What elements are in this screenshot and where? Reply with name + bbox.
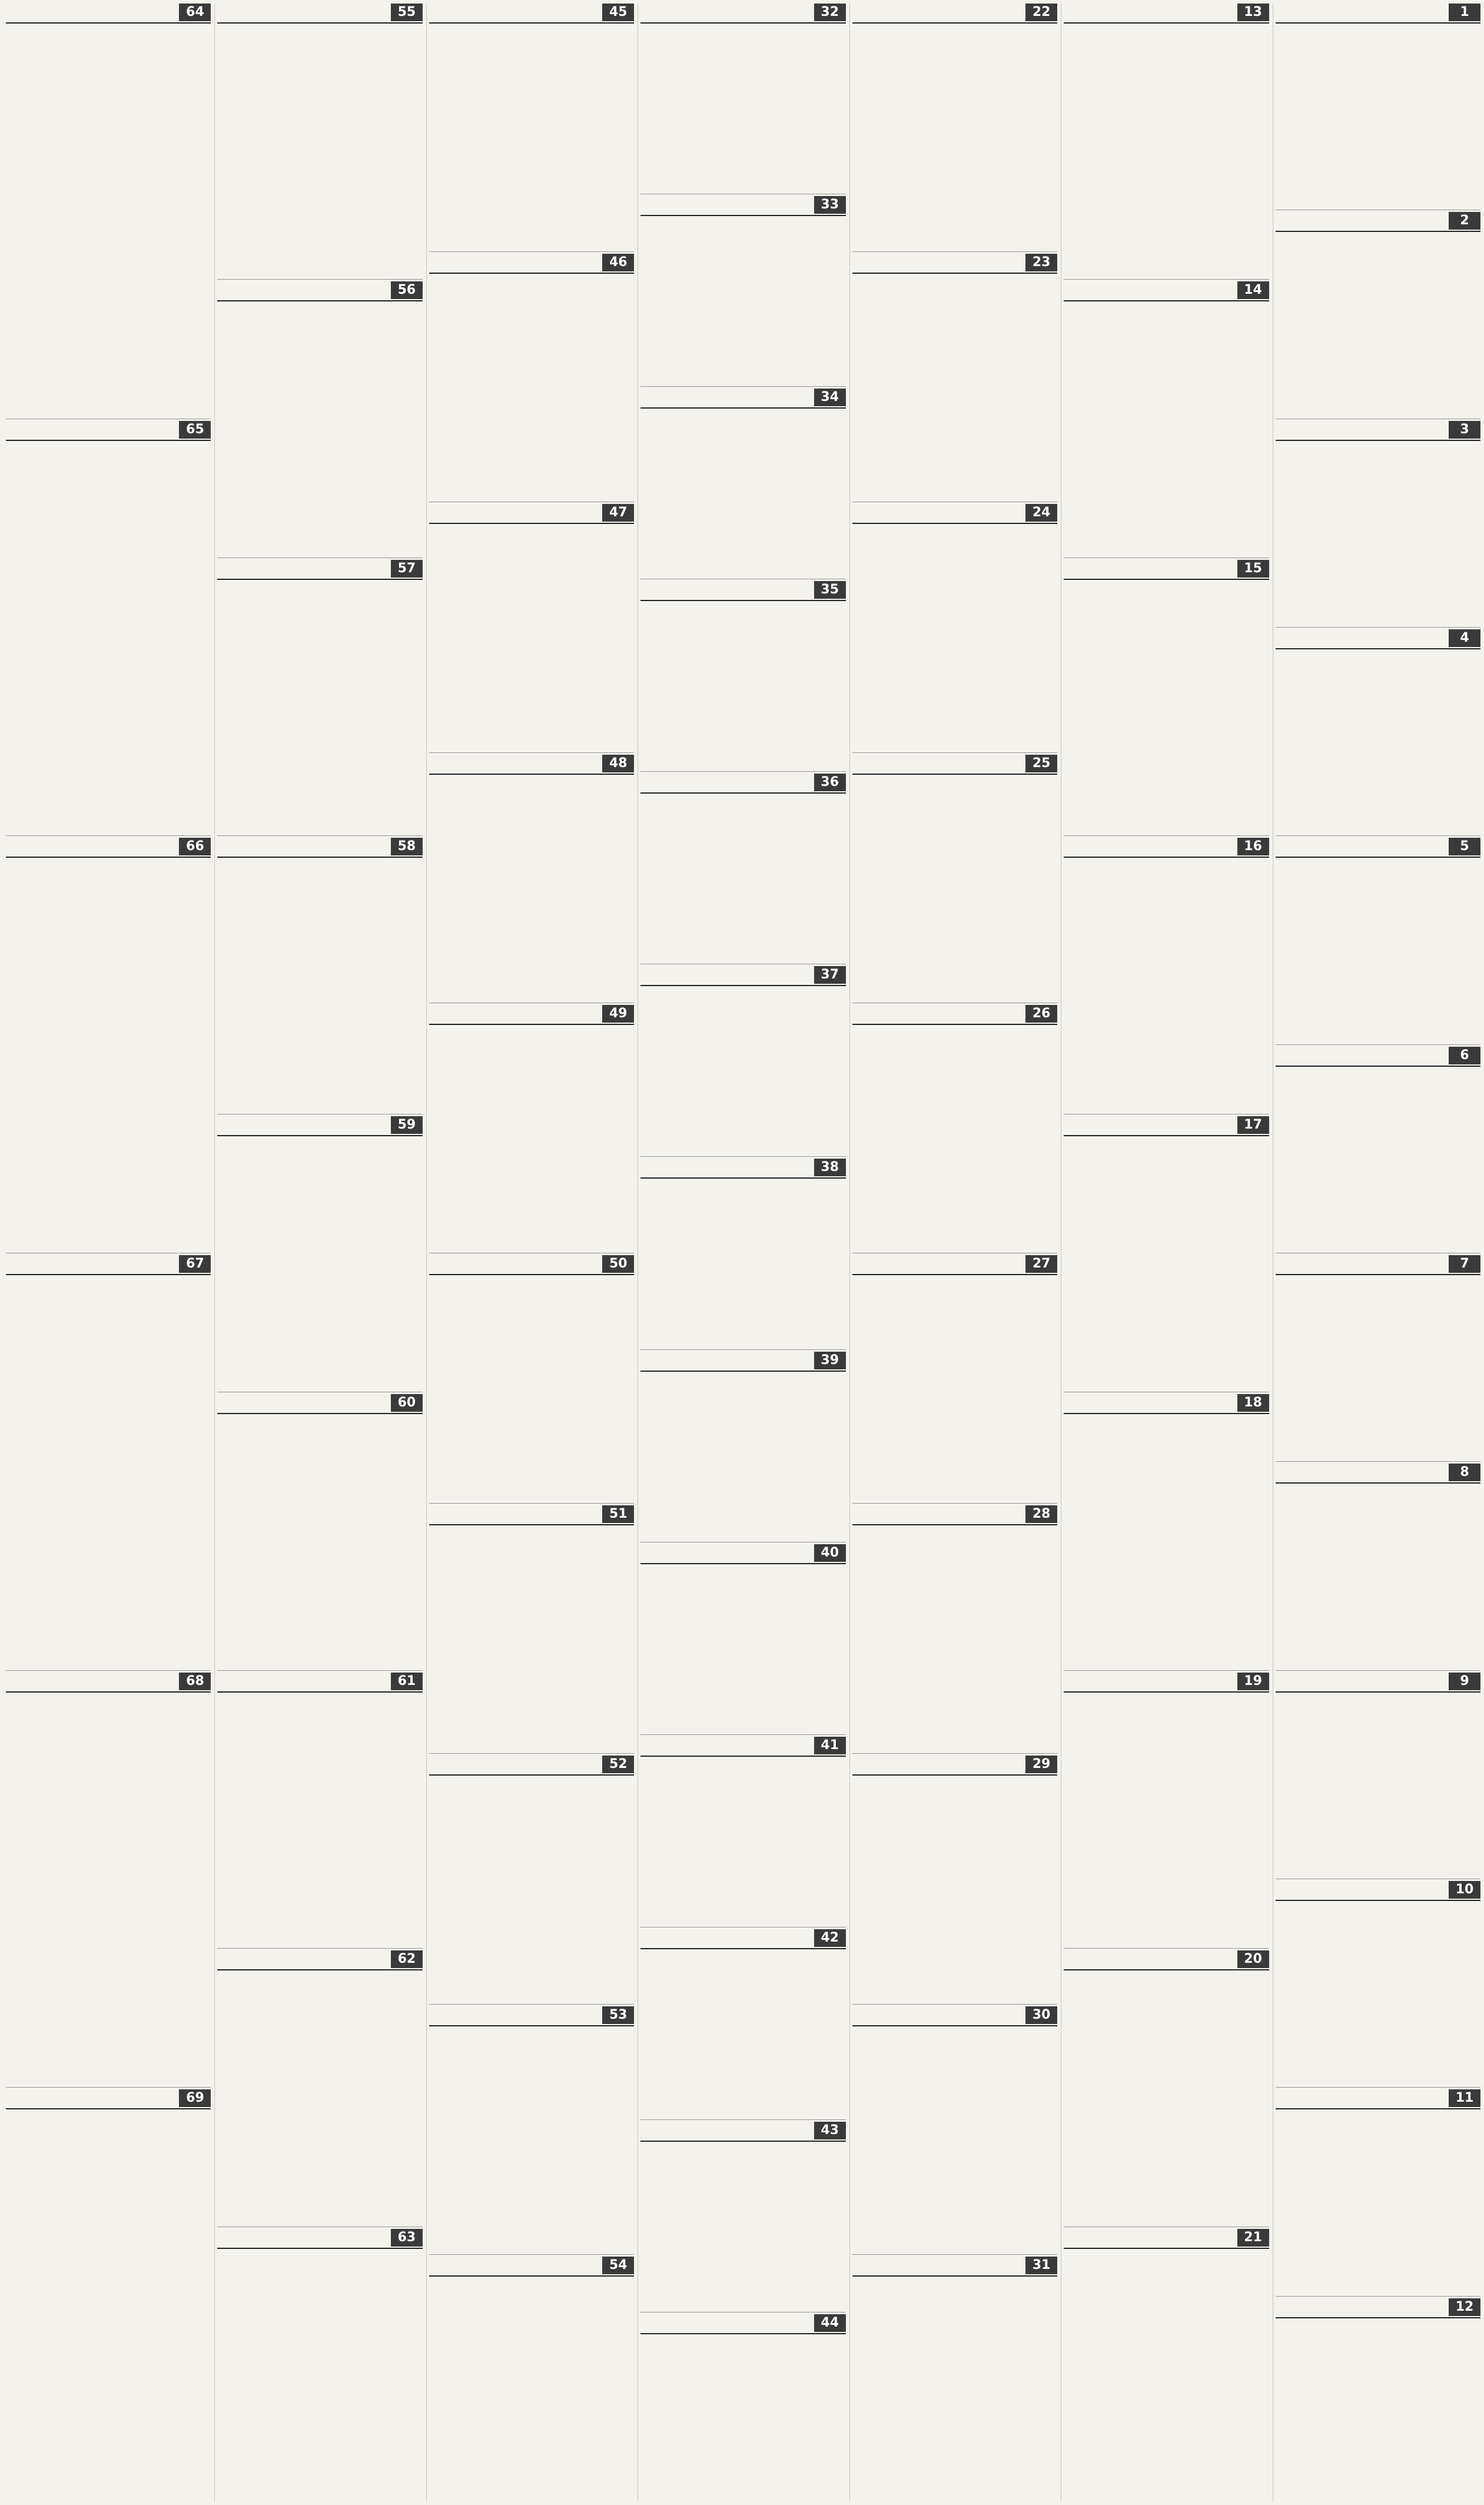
news-item <box>1276 1881 1480 2084</box>
news-item-header <box>1276 629 1480 649</box>
item-divider <box>217 1948 422 1949</box>
item-number-badge: 47 <box>602 504 634 522</box>
item-divider <box>640 386 845 387</box>
news-item <box>217 1394 422 1667</box>
item-number-badge: 46 <box>602 254 634 271</box>
news-item <box>852 4 1057 248</box>
news-item-header <box>429 2006 634 2026</box>
news-item <box>1276 1464 1480 1667</box>
news-item <box>217 1673 422 1945</box>
news-item-header <box>640 1544 845 1564</box>
column-7 <box>4 4 211 2501</box>
item-number-badge: 25 <box>1025 755 1057 772</box>
news-item <box>1064 2229 1269 2501</box>
news-item-header <box>1064 1394 1269 1414</box>
news-item-header <box>852 1255 1057 1275</box>
news-item <box>429 4 634 248</box>
news-item <box>852 1005 1057 1250</box>
item-number-badge: 22 <box>1025 4 1057 21</box>
news-item <box>217 2229 422 2501</box>
item-divider <box>1276 2087 1480 2088</box>
news-item <box>6 4 211 416</box>
news-item <box>640 1352 845 1539</box>
news-item-header <box>1276 1673 1480 1693</box>
item-number-badge: 35 <box>814 581 846 599</box>
item-number-badge: 9 <box>1449 1673 1480 1690</box>
news-item <box>1276 629 1480 832</box>
item-number-badge: 45 <box>602 4 634 21</box>
item-number-badge: 32 <box>814 4 846 21</box>
item-number-badge: 24 <box>1025 504 1057 522</box>
news-item-header <box>429 4 634 24</box>
item-number-badge: 49 <box>602 1005 634 1023</box>
news-item-header <box>640 4 845 24</box>
news-item <box>640 2122 845 2309</box>
news-item <box>217 560 422 832</box>
item-number-badge: 44 <box>814 2314 846 2332</box>
news-item-header <box>217 2229 422 2249</box>
item-number-badge: 50 <box>602 1255 634 1273</box>
news-item-header <box>1064 2229 1269 2249</box>
item-number-badge: 53 <box>602 2006 634 2024</box>
news-item <box>6 838 211 1250</box>
item-number-badge: 23 <box>1025 254 1057 271</box>
news-item-header <box>429 254 634 274</box>
item-number-badge: 69 <box>179 2089 211 2107</box>
news-item-header <box>6 1255 211 1275</box>
item-divider <box>852 1503 1057 1504</box>
news-item-header <box>1064 838 1269 858</box>
item-number-badge: 38 <box>814 1159 846 1176</box>
item-divider <box>1064 1948 1269 1949</box>
news-item <box>429 755 634 1000</box>
news-item <box>640 1544 845 1731</box>
news-item-header <box>1276 2089 1480 2109</box>
news-item <box>852 2006 1057 2251</box>
item-divider <box>6 835 211 836</box>
item-number-badge: 62 <box>391 1950 423 1968</box>
news-item-header <box>217 4 422 24</box>
news-item <box>1276 212 1480 415</box>
item-number-badge: 40 <box>814 1544 846 1562</box>
item-number-badge: 48 <box>602 755 634 772</box>
news-item-header <box>640 2122 845 2142</box>
item-number-badge: 26 <box>1025 1005 1057 1023</box>
item-divider <box>640 2119 845 2120</box>
news-item-header <box>429 1005 634 1025</box>
news-item <box>217 281 422 554</box>
item-number-badge: 10 <box>1449 1881 1480 1899</box>
column-3 <box>849 4 1057 2501</box>
news-item <box>852 1756 1057 2000</box>
news-item-header <box>640 1929 845 1949</box>
news-item <box>640 1159 845 1346</box>
news-item <box>852 755 1057 1000</box>
item-number-badge: 37 <box>814 966 846 984</box>
item-number-badge: 51 <box>602 1505 634 1523</box>
item-number-badge: 67 <box>179 1255 211 1273</box>
item-number-badge: 63 <box>391 2229 423 2247</box>
item-number-badge: 56 <box>391 281 423 299</box>
news-item <box>429 2006 634 2251</box>
news-item-header <box>852 4 1057 24</box>
item-number-badge: 33 <box>814 196 846 214</box>
news-item <box>852 254 1057 499</box>
item-divider <box>6 2087 211 2088</box>
news-item-header <box>852 504 1057 524</box>
news-item-header <box>852 1756 1057 1776</box>
news-item-header <box>217 1950 422 1970</box>
news-item <box>6 421 211 833</box>
news-item <box>852 1255 1057 1500</box>
news-item-header <box>429 1756 634 1776</box>
item-number-badge: 61 <box>391 1673 423 1690</box>
news-item <box>640 389 845 576</box>
item-divider <box>6 1670 211 1671</box>
news-item <box>1276 2089 1480 2292</box>
item-number-badge: 57 <box>391 560 423 578</box>
column-5 <box>426 4 634 2501</box>
news-item <box>429 1756 634 2000</box>
news-item <box>640 1737 845 1924</box>
item-divider <box>640 1734 845 1735</box>
item-divider <box>640 1156 845 1157</box>
item-divider <box>429 1503 634 1504</box>
item-number-badge: 5 <box>1449 838 1480 855</box>
news-item-header <box>1276 421 1480 441</box>
item-number-badge: 12 <box>1449 2298 1480 2316</box>
item-divider <box>1064 835 1269 836</box>
item-divider <box>640 771 845 772</box>
item-number-badge: 7 <box>1449 1255 1480 1273</box>
news-item-header <box>217 1394 422 1414</box>
news-item <box>429 2257 634 2501</box>
news-item-header <box>1276 838 1480 858</box>
news-item-header <box>640 581 845 601</box>
news-item-header <box>1064 4 1269 24</box>
news-item <box>852 2257 1057 2501</box>
item-divider <box>429 2254 634 2255</box>
news-item <box>1276 4 1480 207</box>
item-number-badge: 64 <box>179 4 211 21</box>
news-item-header <box>6 4 211 24</box>
news-item <box>1276 421 1480 624</box>
item-divider <box>1276 1044 1480 1045</box>
news-item-header <box>852 1005 1057 1025</box>
news-item-header <box>429 1505 634 1525</box>
news-item <box>1276 1673 1480 1876</box>
item-divider <box>429 2004 634 2005</box>
column-2 <box>1061 4 1269 2501</box>
news-item-header <box>1276 1881 1480 1901</box>
item-divider <box>1064 279 1269 280</box>
item-number-badge: 11 <box>1449 2089 1480 2107</box>
item-divider <box>429 251 634 252</box>
item-number-badge: 19 <box>1237 1673 1269 1690</box>
item-number-badge: 59 <box>391 1116 423 1134</box>
news-item-header <box>1276 1047 1480 1067</box>
item-divider <box>217 835 422 836</box>
news-item-header <box>640 774 845 794</box>
news-item <box>217 4 422 276</box>
news-item-header <box>640 196 845 216</box>
news-item <box>6 1255 211 1667</box>
column-6 <box>214 4 422 2501</box>
item-number-badge: 27 <box>1025 1255 1057 1273</box>
item-number-badge: 42 <box>814 1929 846 1947</box>
item-divider <box>640 1349 845 1350</box>
column-1 <box>1273 4 1480 2501</box>
news-item <box>429 504 634 749</box>
news-item <box>640 2314 845 2501</box>
item-divider <box>217 1670 422 1671</box>
item-number-badge: 36 <box>814 774 846 791</box>
item-number-badge: 15 <box>1237 560 1269 578</box>
news-item <box>6 1673 211 2085</box>
item-number-badge: 2 <box>1449 212 1480 230</box>
item-number-badge: 16 <box>1237 838 1269 855</box>
news-item-header <box>640 1159 845 1179</box>
news-item-header <box>1064 1116 1269 1136</box>
item-divider <box>1276 835 1480 836</box>
news-item-header <box>1064 1673 1269 1693</box>
news-item <box>852 504 1057 749</box>
news-item <box>217 838 422 1110</box>
news-item-header <box>852 755 1057 775</box>
news-item-header <box>640 2314 845 2334</box>
news-item-header <box>852 1505 1057 1525</box>
item-divider <box>1276 1670 1480 1671</box>
news-item <box>1064 281 1269 554</box>
news-item-header <box>6 1673 211 1693</box>
item-divider <box>1064 1670 1269 1671</box>
news-item-header <box>217 838 422 858</box>
item-number-badge: 13 <box>1237 4 1269 21</box>
item-divider <box>429 1753 634 1754</box>
item-number-badge: 3 <box>1449 421 1480 439</box>
news-item-header <box>217 1116 422 1136</box>
news-item <box>640 1929 845 2116</box>
news-item-header <box>1064 1950 1269 1970</box>
news-item <box>1064 838 1269 1110</box>
news-item <box>1276 2298 1480 2501</box>
news-item <box>1276 838 1480 1041</box>
item-divider <box>852 1753 1057 1754</box>
news-item-header <box>640 389 845 409</box>
item-number-badge: 39 <box>814 1352 846 1369</box>
news-item <box>640 4 845 191</box>
item-number-badge: 6 <box>1449 1047 1480 1064</box>
item-number-badge: 52 <box>602 1756 634 1773</box>
item-number-badge: 30 <box>1025 2006 1057 2024</box>
news-item <box>429 1005 634 1250</box>
item-divider <box>1276 1461 1480 1462</box>
news-item-header <box>6 838 211 858</box>
news-item-header <box>852 254 1057 274</box>
news-item-header <box>1276 1255 1480 1275</box>
news-item-header <box>852 2006 1057 2026</box>
news-item-header <box>217 560 422 580</box>
item-number-badge: 55 <box>391 4 423 21</box>
news-item <box>1064 4 1269 276</box>
item-divider <box>1276 2296 1480 2297</box>
news-item-header <box>217 281 422 301</box>
item-number-badge: 31 <box>1025 2257 1057 2274</box>
news-item <box>217 1950 422 2223</box>
news-item-header <box>640 966 845 986</box>
news-item-header <box>429 504 634 524</box>
item-number-badge: 17 <box>1237 1116 1269 1134</box>
news-item-header <box>1276 212 1480 232</box>
news-item <box>1276 1047 1480 1250</box>
news-item-header <box>217 1673 422 1693</box>
item-number-badge: 60 <box>391 1394 423 1412</box>
news-item <box>1276 1255 1480 1458</box>
item-number-badge: 1 <box>1449 4 1480 21</box>
news-item <box>640 581 845 768</box>
item-number-badge: 66 <box>179 838 211 855</box>
news-item-header <box>429 2257 634 2277</box>
item-number-badge: 65 <box>179 421 211 439</box>
news-item <box>429 1505 634 1750</box>
item-divider <box>429 752 634 753</box>
news-item-header <box>1064 560 1269 580</box>
news-item <box>217 1116 422 1389</box>
item-divider <box>217 279 422 280</box>
news-item <box>6 2089 211 2501</box>
news-item-header <box>640 1737 845 1757</box>
item-number-badge: 28 <box>1025 1505 1057 1523</box>
item-number-badge: 18 <box>1237 1394 1269 1412</box>
item-divider <box>852 2004 1057 2005</box>
item-number-badge: 34 <box>814 389 846 406</box>
item-divider <box>852 752 1057 753</box>
item-divider <box>852 2254 1057 2255</box>
news-item <box>429 254 634 499</box>
item-number-badge: 21 <box>1237 2229 1269 2247</box>
news-item-header <box>6 2089 211 2109</box>
item-number-badge: 4 <box>1449 629 1480 647</box>
news-item-header <box>640 1352 845 1372</box>
item-number-badge: 20 <box>1237 1950 1269 1968</box>
news-item <box>1064 1116 1269 1389</box>
news-item <box>1064 1950 1269 2223</box>
item-divider <box>1276 627 1480 628</box>
item-number-badge: 68 <box>179 1673 211 1690</box>
column-4 <box>638 4 845 2501</box>
item-divider <box>852 251 1057 252</box>
news-item-header <box>1064 281 1269 301</box>
news-item-header <box>429 1255 634 1275</box>
news-item-header <box>1276 2298 1480 2318</box>
item-number-badge: 43 <box>814 2122 846 2139</box>
news-item <box>1064 1394 1269 1667</box>
item-number-badge: 29 <box>1025 1756 1057 1773</box>
item-number-badge: 14 <box>1237 281 1269 299</box>
news-item <box>852 1505 1057 1750</box>
news-item-header <box>429 755 634 775</box>
item-number-badge: 58 <box>391 838 423 855</box>
item-number-badge: 54 <box>602 2257 634 2274</box>
news-item-header <box>1276 1464 1480 1484</box>
news-item <box>1064 1673 1269 1945</box>
news-item <box>640 196 845 383</box>
news-item <box>1064 560 1269 832</box>
item-number-badge: 41 <box>814 1737 846 1754</box>
news-item <box>429 1255 634 1500</box>
news-item-header <box>1276 4 1480 24</box>
item-number-badge: 8 <box>1449 1464 1480 1481</box>
news-item-header <box>852 2257 1057 2277</box>
news-item <box>640 966 845 1153</box>
news-item <box>640 774 845 961</box>
news-item-header <box>6 421 211 441</box>
